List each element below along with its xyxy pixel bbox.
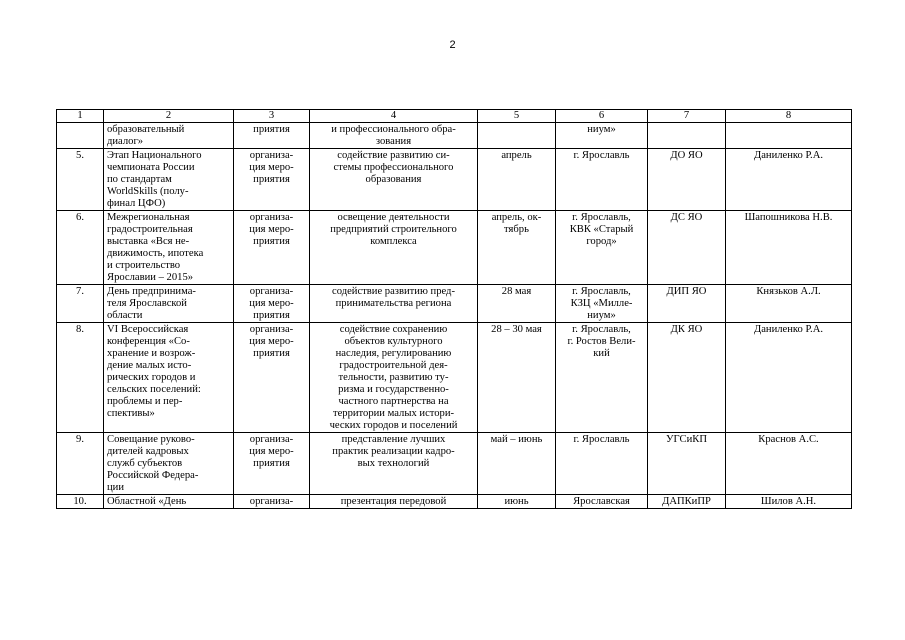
row-number: 5. <box>57 149 104 211</box>
event-form: организа- ция меро- приятия <box>234 323 310 433</box>
events-table <box>56 109 852 509</box>
event-goal: освещение деятельности предприятий строительного комплекса <box>310 211 478 285</box>
event-form: организа- ция меро- приятия <box>234 211 310 285</box>
table-row <box>57 285 852 323</box>
event-name: образовательный диалог» <box>104 123 234 149</box>
event-organizer: УГСиКП <box>648 433 726 495</box>
page-number: 2 <box>449 39 456 51</box>
row-number: 6. <box>57 211 104 285</box>
event-responsible: Даниленко Р.А. <box>726 323 852 433</box>
event-date <box>478 123 556 149</box>
table-row <box>57 211 852 285</box>
table-row <box>57 323 852 433</box>
event-goal: презентация передовой <box>310 495 478 509</box>
event-responsible: Шилов А.Н. <box>726 495 852 509</box>
column-header: 7 <box>648 110 726 123</box>
table-row <box>57 495 852 509</box>
event-responsible <box>726 123 852 149</box>
event-date: 28 мая <box>478 285 556 323</box>
event-form: приятия <box>234 123 310 149</box>
event-name: День предпринима- теля Ярославской области <box>104 285 234 323</box>
column-header: 6 <box>556 110 648 123</box>
event-place: ниум» <box>556 123 648 149</box>
event-goal: содействие развитию си- стемы профессионального образования <box>310 149 478 211</box>
event-organizer: ДИП ЯО <box>648 285 726 323</box>
column-number-row <box>57 110 852 123</box>
event-organizer <box>648 123 726 149</box>
event-form: организа- <box>234 495 310 509</box>
event-date: апрель <box>478 149 556 211</box>
column-header: 3 <box>234 110 310 123</box>
event-organizer: ДО ЯО <box>648 149 726 211</box>
event-place: г. Ярославль <box>556 433 648 495</box>
event-place: г. Ярославль <box>556 149 648 211</box>
event-place: г. Ярославль, КВК «Старый город» <box>556 211 648 285</box>
event-place: г. Ярославль, КЗЦ «Милле- ниум» <box>556 285 648 323</box>
event-goal: представление лучших практик реализации кадро- вых технологий <box>310 433 478 495</box>
column-header: 2 <box>104 110 234 123</box>
event-organizer: ДК ЯО <box>648 323 726 433</box>
column-header: 8 <box>726 110 852 123</box>
event-organizer: ДАПКиПР <box>648 495 726 509</box>
event-name: Совещание руково- дителей кадровых служб субъектов Российской Федера- ции <box>104 433 234 495</box>
event-date: июнь <box>478 495 556 509</box>
event-responsible: Краснов А.С. <box>726 433 852 495</box>
table-row <box>57 149 852 211</box>
row-number: 10. <box>57 495 104 509</box>
event-responsible: Князьков А.Л. <box>726 285 852 323</box>
event-date: 28 – 30 мая <box>478 323 556 433</box>
event-name: VI Всероссийская конференция «Со- хранение и возрож- дение малых исто- рических городов и сельских поселений: проблемы и пер- спективы» <box>104 323 234 433</box>
column-header: 4 <box>310 110 478 123</box>
event-organizer: ДС ЯО <box>648 211 726 285</box>
event-name: Областной «День <box>104 495 234 509</box>
row-number <box>57 123 104 149</box>
column-header: 5 <box>478 110 556 123</box>
row-number: 9. <box>57 433 104 495</box>
event-place: г. Ярославль, г. Ростов Вели- кий <box>556 323 648 433</box>
table-row <box>57 123 852 149</box>
event-date: май – июнь <box>478 433 556 495</box>
event-responsible: Шапошникова Н.В. <box>726 211 852 285</box>
event-responsible: Даниленко Р.А. <box>726 149 852 211</box>
event-place: Ярославская <box>556 495 648 509</box>
event-name: Этап Национального чемпионата России по стандартам WorldSkills (полу- финал ЦФО) <box>104 149 234 211</box>
column-header: 1 <box>57 110 104 123</box>
event-goal: содействие развитию пред- принимательства региона <box>310 285 478 323</box>
event-name: Межрегиональная градостроительная выставка «Вся не- движимость, ипотека и строительство Ярославии – 2015» <box>104 211 234 285</box>
event-goal: и профессионального обра- зования <box>310 123 478 149</box>
event-form: организа- ция меро- приятия <box>234 149 310 211</box>
row-number: 7. <box>57 285 104 323</box>
event-form: организа- ция меро- приятия <box>234 285 310 323</box>
row-number: 8. <box>57 323 104 433</box>
table-row <box>57 433 852 495</box>
event-goal: содействие сохранению объектов культурного наследия, регулированию градостроительной дея- тельности, развитию ту- ризма и государственно- частного партнерства на территории малых истори- ческих городов и поселений <box>310 323 478 433</box>
event-form: организа- ция меро- приятия <box>234 433 310 495</box>
event-date: апрель, ок- тябрь <box>478 211 556 285</box>
